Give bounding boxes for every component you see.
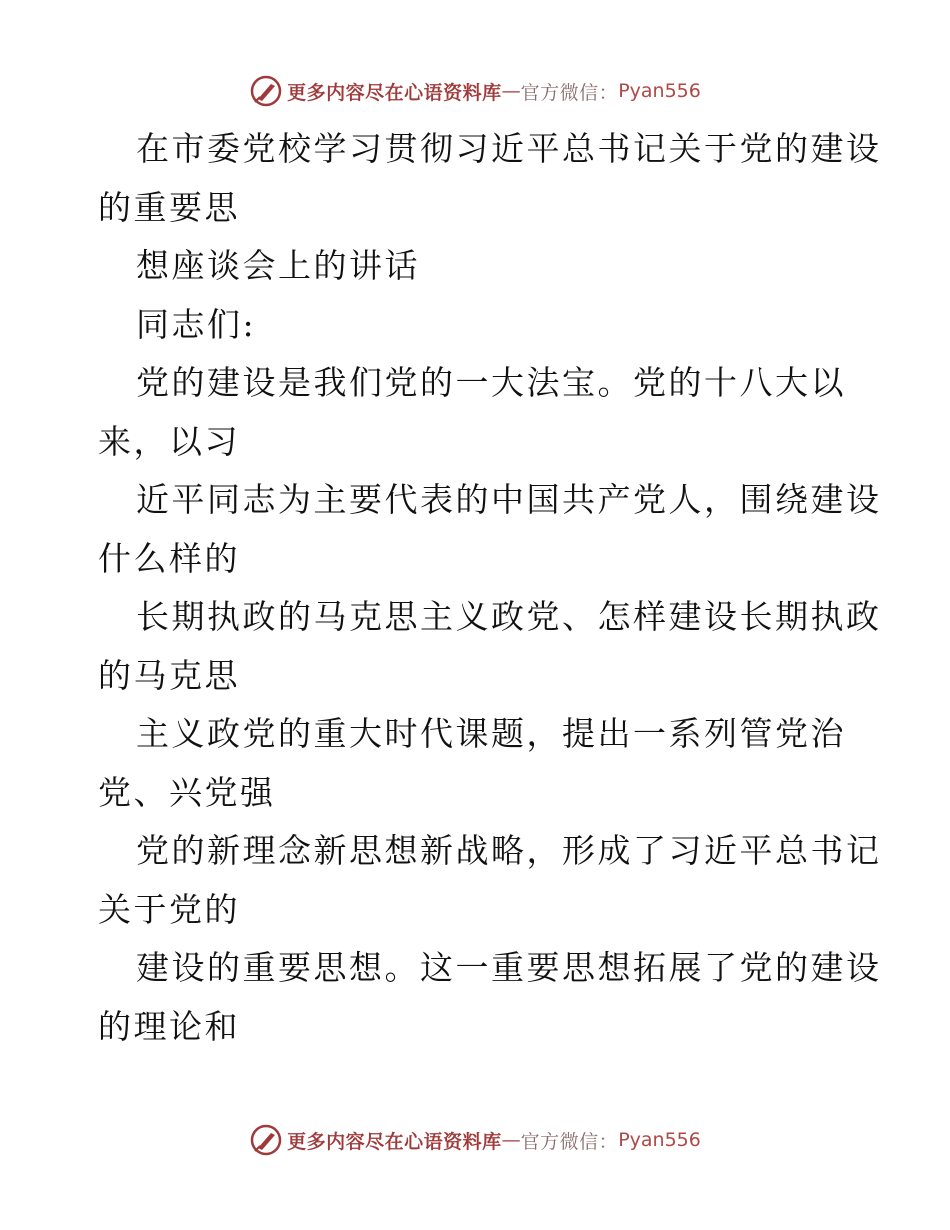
text-line: 的重要思	[98, 187, 240, 227]
text-line: 关于党的	[98, 889, 240, 929]
text-line: 党的新理念新思想新战略，形成了习近平总书记	[136, 831, 882, 870]
watermark-text: 更多内容尽在心语资料库	[287, 1130, 502, 1153]
text-line: 近平同志为主要代表的中国共产党人，围绕建设	[136, 480, 882, 519]
quill-pen-logo-icon	[249, 1123, 283, 1157]
text-line: 建设的重要思想。这一重要思想拓展了党的建设	[136, 948, 882, 987]
text-line: 的马克思	[98, 655, 240, 695]
text-line: 什么样的	[98, 538, 240, 578]
text-line: 主义政党的重大时代课题，提出一系列管党治	[136, 714, 846, 753]
watermark-dash: —	[501, 80, 521, 102]
text-line: 同志们:	[136, 304, 257, 344]
text-line: 长期执政的马克思主义政党、怎样建设长期执政	[136, 597, 882, 636]
watermark-wechat-id: Pyan556	[618, 1129, 701, 1151]
document-body	[98, 120, 882, 1056]
text-line: 在市委党校学习贯彻习近平总书记关于党的建设	[136, 129, 882, 168]
watermark-dash: —	[501, 1129, 521, 1151]
footer-watermark	[0, 1120, 950, 1160]
quill-pen-logo-icon	[249, 74, 283, 108]
text-line: 想座谈会上的讲话	[136, 246, 420, 285]
text-line: 的理论和	[98, 1006, 240, 1046]
watermark-wechat-label: 官方微信：	[520, 81, 619, 104]
watermark-wechat-id: Pyan556	[618, 80, 701, 102]
text-line: 党的建设是我们党的一大法宝。党的十八大以	[136, 363, 846, 402]
watermark-wechat-label: 官方微信：	[520, 1130, 619, 1153]
text-line: 来，以习	[98, 421, 240, 461]
header-watermark	[0, 71, 950, 111]
text-line: 党、兴党强	[98, 772, 276, 812]
watermark-text: 更多内容尽在心语资料库	[287, 81, 502, 104]
